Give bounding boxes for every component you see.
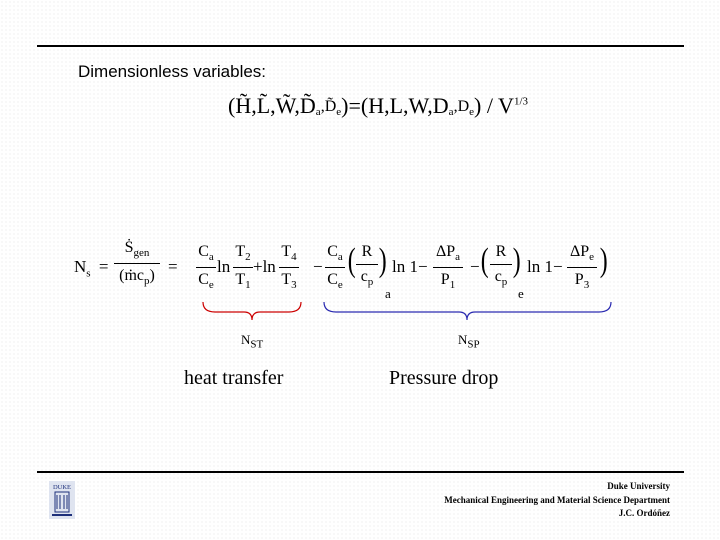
ln-one-minus-2: ln 1− bbox=[527, 257, 563, 276]
paren-close-3: ) bbox=[599, 242, 608, 279]
svg-text:DUKE: DUKE bbox=[52, 484, 72, 491]
subscript-e: e bbox=[518, 286, 524, 301]
ln-one-minus-1: ln 1− bbox=[392, 257, 428, 276]
ns-symbol: $N_s$ = bbox=[74, 257, 109, 280]
footer-line1: Duke University bbox=[607, 481, 670, 491]
ln-1: ln bbox=[217, 257, 231, 276]
nst-label: $N_{ST}$ bbox=[241, 332, 264, 351]
heat-transfer-label: heat transfer bbox=[184, 367, 284, 389]
duke-logo bbox=[49, 481, 75, 519]
subscript-a: a bbox=[385, 286, 391, 301]
equals-sign: = bbox=[168, 257, 178, 276]
heading: Dimensionless variables: bbox=[78, 62, 267, 81]
dimensionless-equation: $(H̃,L̃,W̃,D̃_a,D̃_e)=(H,L,W,D_a,D_e) / V^{1/3}$ bbox=[228, 93, 529, 119]
minus-1: − bbox=[313, 257, 323, 276]
paren-open-1: ( bbox=[347, 242, 356, 279]
ca-ce-fraction-2: $\frac{C_a}{C_e}$ bbox=[325, 244, 345, 291]
paren-open-2: ( bbox=[480, 242, 489, 279]
footer-line3: J.C. Ordóñez bbox=[618, 508, 670, 518]
r-cp-fraction-1: $\frac{R}{c_p}$ bbox=[356, 244, 378, 288]
dpa-p1-fraction: $\Delta P_a$ $P_1$ bbox=[433, 244, 463, 291]
pressure-drop-label: Pressure drop bbox=[389, 367, 499, 389]
footer-line2: Mechanical Engineering and Material Science Department bbox=[444, 494, 670, 505]
nsp-label: $N_{SP}$ bbox=[458, 332, 480, 351]
nsp-brace bbox=[324, 302, 611, 320]
plus-ln: +ln bbox=[253, 257, 276, 276]
eq1-lhs: (H̃,L̃,W̃,D̃ bbox=[228, 93, 316, 118]
t4-t3-fraction: $\frac{T_4}{T_3}$ bbox=[279, 244, 299, 291]
t2-t1-fraction: $\frac{T_2}{T_1}$ bbox=[233, 244, 253, 291]
minus-2: − bbox=[470, 257, 480, 276]
footer bbox=[444, 480, 670, 521]
nst-brace bbox=[203, 302, 301, 320]
sgen-fraction: Ṡ$_{gen}$ (ṁc$_p$) bbox=[114, 240, 160, 287]
r-cp-fraction-2: $\frac{R}{c_p}$ bbox=[490, 244, 512, 288]
paren-close-1: ) bbox=[378, 242, 387, 279]
bottom-rule bbox=[37, 471, 684, 473]
ca-ce-fraction: $\frac{C_a}{C_e}$ bbox=[196, 244, 216, 291]
paren-close-2: ) bbox=[512, 242, 521, 279]
dpe-p3-fraction: $\Delta P_e$ $P_3$ bbox=[567, 244, 597, 291]
